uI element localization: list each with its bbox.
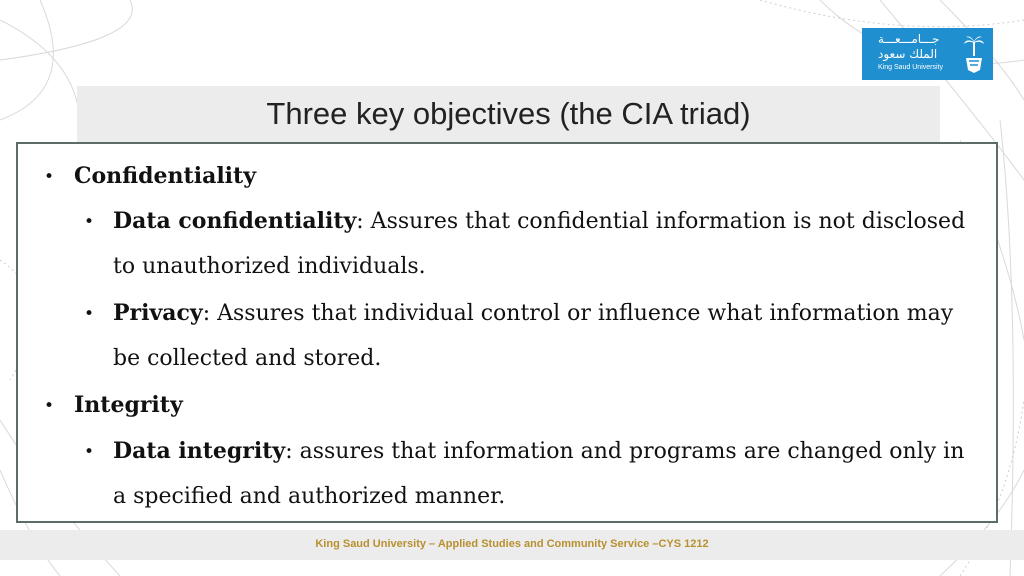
logo-arabic-line2: الملك سعود <box>878 47 938 61</box>
term-label: Data confidentiality <box>113 208 357 234</box>
title-bar <box>77 86 940 142</box>
logo-english-name: King Saud University <box>878 64 943 71</box>
logo-arabic-line1: جـــامـــعـــة <box>878 32 940 46</box>
list-item-data-confidentiality <box>113 208 965 234</box>
bullet-icon: • <box>44 396 55 416</box>
footer <box>0 530 1024 560</box>
term-description: : Assures that individual control or influence what information may <box>202 301 954 326</box>
term-description-continued: a specified and authorized manner. <box>113 484 506 509</box>
term-description-continued: to unauthorized individuals. <box>113 254 426 279</box>
term-label: Privacy <box>113 300 203 326</box>
university-logo <box>862 28 993 80</box>
slide-title: Three key objectives (the CIA triad) <box>266 96 751 131</box>
bullet-icon: • <box>84 304 95 324</box>
footer-text: King Saud University – Applied Studies and Community Service –CYS 1212 <box>315 538 709 550</box>
content-box <box>16 142 998 523</box>
bullet-icon: • <box>84 442 95 462</box>
term-description-continued: be collected and stored. <box>113 346 382 371</box>
bullet-icon: • <box>44 167 55 187</box>
term-description: : Assures that confidential information is not disclosed <box>356 209 966 234</box>
bullet-icon: • <box>84 212 95 232</box>
list-item-privacy <box>113 300 953 326</box>
term-label: Data integrity <box>113 438 286 464</box>
term-description: : assures that information and programs are changed only in <box>285 439 965 464</box>
palm-emblem-icon <box>962 34 986 74</box>
section-heading-confidentiality: Confidentiality <box>74 163 256 189</box>
section-heading-integrity: Integrity <box>74 392 183 418</box>
list-item-data-integrity <box>113 438 964 464</box>
